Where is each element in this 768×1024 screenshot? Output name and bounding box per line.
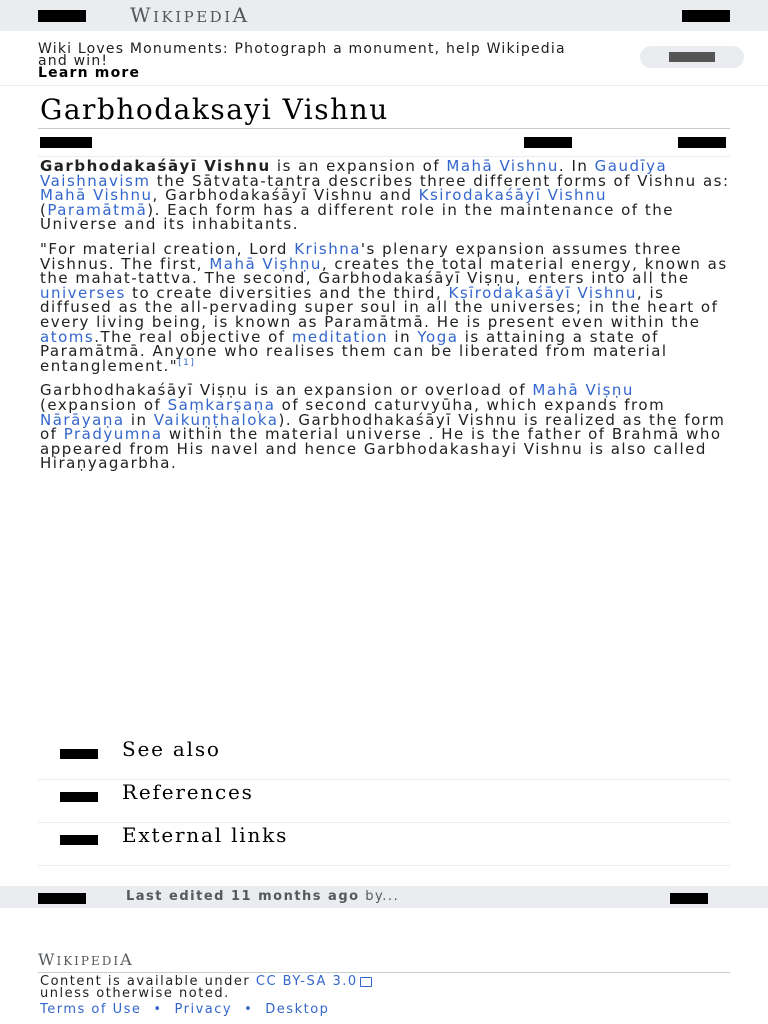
- divider: [38, 972, 730, 973]
- page-title: Garbhodaksayi Vishnu: [40, 93, 389, 126]
- license-suffix: unless otherwise noted.: [40, 986, 230, 1001]
- link-gaudiya-vaishnavism[interactable]: Gaudīya Vaishnavism: [40, 157, 668, 190]
- section-heading: References: [122, 780, 254, 804]
- text: to create diversities and the third,: [125, 283, 449, 302]
- privacy-link[interactable]: Privacy: [174, 1002, 233, 1017]
- text: , creates the total material energy, known as the mahat-tattva. The second, Garbhodakaśāyī Viṣṇu, enters into all the: [40, 254, 728, 288]
- paragraph: [40, 239, 730, 375]
- text: . In: [558, 157, 595, 175]
- text: ). Each form has a different role in the maintenance of the Universe and its inhabitants.: [40, 200, 674, 234]
- text: in: [124, 410, 154, 429]
- text: , Garbhodakaśāyī Vishnu and: [152, 186, 419, 205]
- link-atoms[interactable]: atoms: [40, 327, 95, 346]
- separator: •: [244, 1002, 254, 1017]
- link-krishna[interactable]: Krishna: [294, 239, 361, 258]
- section-heading: External links: [122, 823, 289, 847]
- wikipedia-wordmark[interactable]: [130, 3, 250, 27]
- section-heading: See also: [122, 737, 221, 761]
- section-see-also[interactable]: [38, 736, 730, 780]
- text: is an expansion of: [270, 157, 447, 175]
- wordmark-letters: IKIPEDI: [153, 8, 233, 26]
- link-pradyumna[interactable]: Pradyumna: [63, 425, 163, 444]
- learn-more-link[interactable]: Learn more: [38, 65, 141, 81]
- section-references[interactable]: [38, 779, 730, 823]
- link-maha-vishnu[interactable]: Mahā Vishnu: [446, 157, 559, 175]
- last-edited-suffix: by...: [359, 889, 400, 904]
- text: 's plenary expansion assumes three Vishnus. The first,: [40, 239, 682, 273]
- menu-icon[interactable]: [38, 10, 86, 22]
- link-maha-vishnu[interactable]: Mahā Viṣṇu: [532, 381, 634, 400]
- close-icon: [669, 52, 715, 62]
- banner-close-button[interactable]: [640, 46, 744, 68]
- reference-link[interactable]: [1]: [178, 357, 196, 368]
- divider: [38, 128, 730, 129]
- link-paramatma[interactable]: Paramātmā: [47, 200, 148, 219]
- link-samkarsana[interactable]: Saṃkarṣaṇa: [167, 395, 276, 414]
- history-icon: [38, 893, 86, 904]
- search-icon[interactable]: [682, 10, 730, 22]
- text: within the material universe . He is the father of Brahmā who appeared from His navel and hence Garbhodakashayi Vishnu is also called Hiraṇyagarbha.: [40, 425, 722, 473]
- link-ksirodakasayi-vishnu[interactable]: Kṣīrodakaśāyī Vishnu: [448, 283, 637, 302]
- chevron-down-icon: [60, 792, 98, 802]
- wordmark-letter: A: [232, 3, 250, 27]
- text: (: [40, 200, 48, 219]
- wordmark-letter: W: [38, 950, 57, 969]
- text: the Sātvata-tantra describes three different forms of Vishnu as:: [150, 171, 730, 190]
- separator: •: [153, 1002, 163, 1017]
- footer-links: [40, 1002, 329, 1017]
- campaign-banner: [0, 31, 768, 86]
- link-maha-vishnu[interactable]: Mahā Vishnu: [40, 186, 153, 205]
- link-maha-vishnu[interactable]: Mahā Viṣhṇu: [209, 254, 322, 273]
- link-universes[interactable]: universes: [40, 283, 126, 302]
- terms-of-use-link[interactable]: Terms of Use: [40, 1002, 142, 1017]
- link-meditation[interactable]: meditation: [291, 327, 389, 346]
- text: in: [388, 327, 418, 346]
- chevron-down-icon: [60, 749, 98, 759]
- text: .The real objective of: [94, 327, 292, 346]
- watch-star-icon[interactable]: [524, 137, 572, 148]
- link-narayana[interactable]: Nārāyaṇa: [40, 410, 125, 429]
- link-vaikunthaloka[interactable]: Vaikuṇṭhaloka: [153, 410, 279, 429]
- wordmark-letter: W: [130, 3, 154, 27]
- footer-wordmark: [38, 950, 134, 969]
- license-link[interactable]: CC BY-SA 3.0: [255, 974, 358, 989]
- text: Garbhodhakaśāyī Viṣṇu is an expansion or overload of: [40, 381, 533, 400]
- last-edited-bar[interactable]: [0, 886, 768, 908]
- section-external-links[interactable]: [38, 822, 730, 866]
- external-link-icon: [360, 977, 372, 987]
- wordmark-letter: A: [120, 950, 134, 969]
- link-ksirodakasayi-vishnu[interactable]: Ksirodakaśāyī Vishnu: [418, 186, 608, 205]
- article-body: [40, 159, 730, 481]
- wordmark-letters: IKIPEDI: [56, 954, 121, 968]
- paragraph: [40, 383, 730, 471]
- license-prefix: Content is available under: [40, 974, 256, 989]
- paragraph: [40, 159, 730, 232]
- banner-text: [38, 43, 598, 79]
- license-text: [40, 976, 730, 1000]
- text: is attaining a state of Paramātmā. Anyone who realises them can be liberated from material entanglement.": [40, 327, 668, 375]
- last-edited-label: Last edited 11 months ago: [126, 889, 360, 904]
- text: , is diffused as the all-pervading super soul in all the universes; in the heart of every living being, is known as Paramātmā. He is present even within the: [40, 283, 719, 331]
- edit-pencil-icon[interactable]: [678, 137, 726, 148]
- header-bar: [0, 0, 768, 31]
- chevron-right-icon: [670, 893, 708, 904]
- text: (expansion of: [40, 395, 168, 414]
- text: "For material creation, Lord: [40, 239, 295, 258]
- banner-message: Wiki Loves Monuments: Photograph a monument, help Wikipedia and win!: [38, 41, 566, 69]
- text: of second caturvyūha, which expands from: [275, 395, 666, 414]
- last-edited-text: [126, 889, 399, 904]
- desktop-link[interactable]: Desktop: [265, 1002, 330, 1017]
- bold-term: Garbhodakaśāyī Vishnu: [40, 157, 271, 175]
- language-icon[interactable]: [40, 137, 92, 148]
- chevron-down-icon: [60, 835, 98, 845]
- text: ). Garbhodhakaśāyī Vishnu is realized as the form of: [40, 410, 726, 444]
- link-yoga[interactable]: Yoga: [417, 327, 459, 346]
